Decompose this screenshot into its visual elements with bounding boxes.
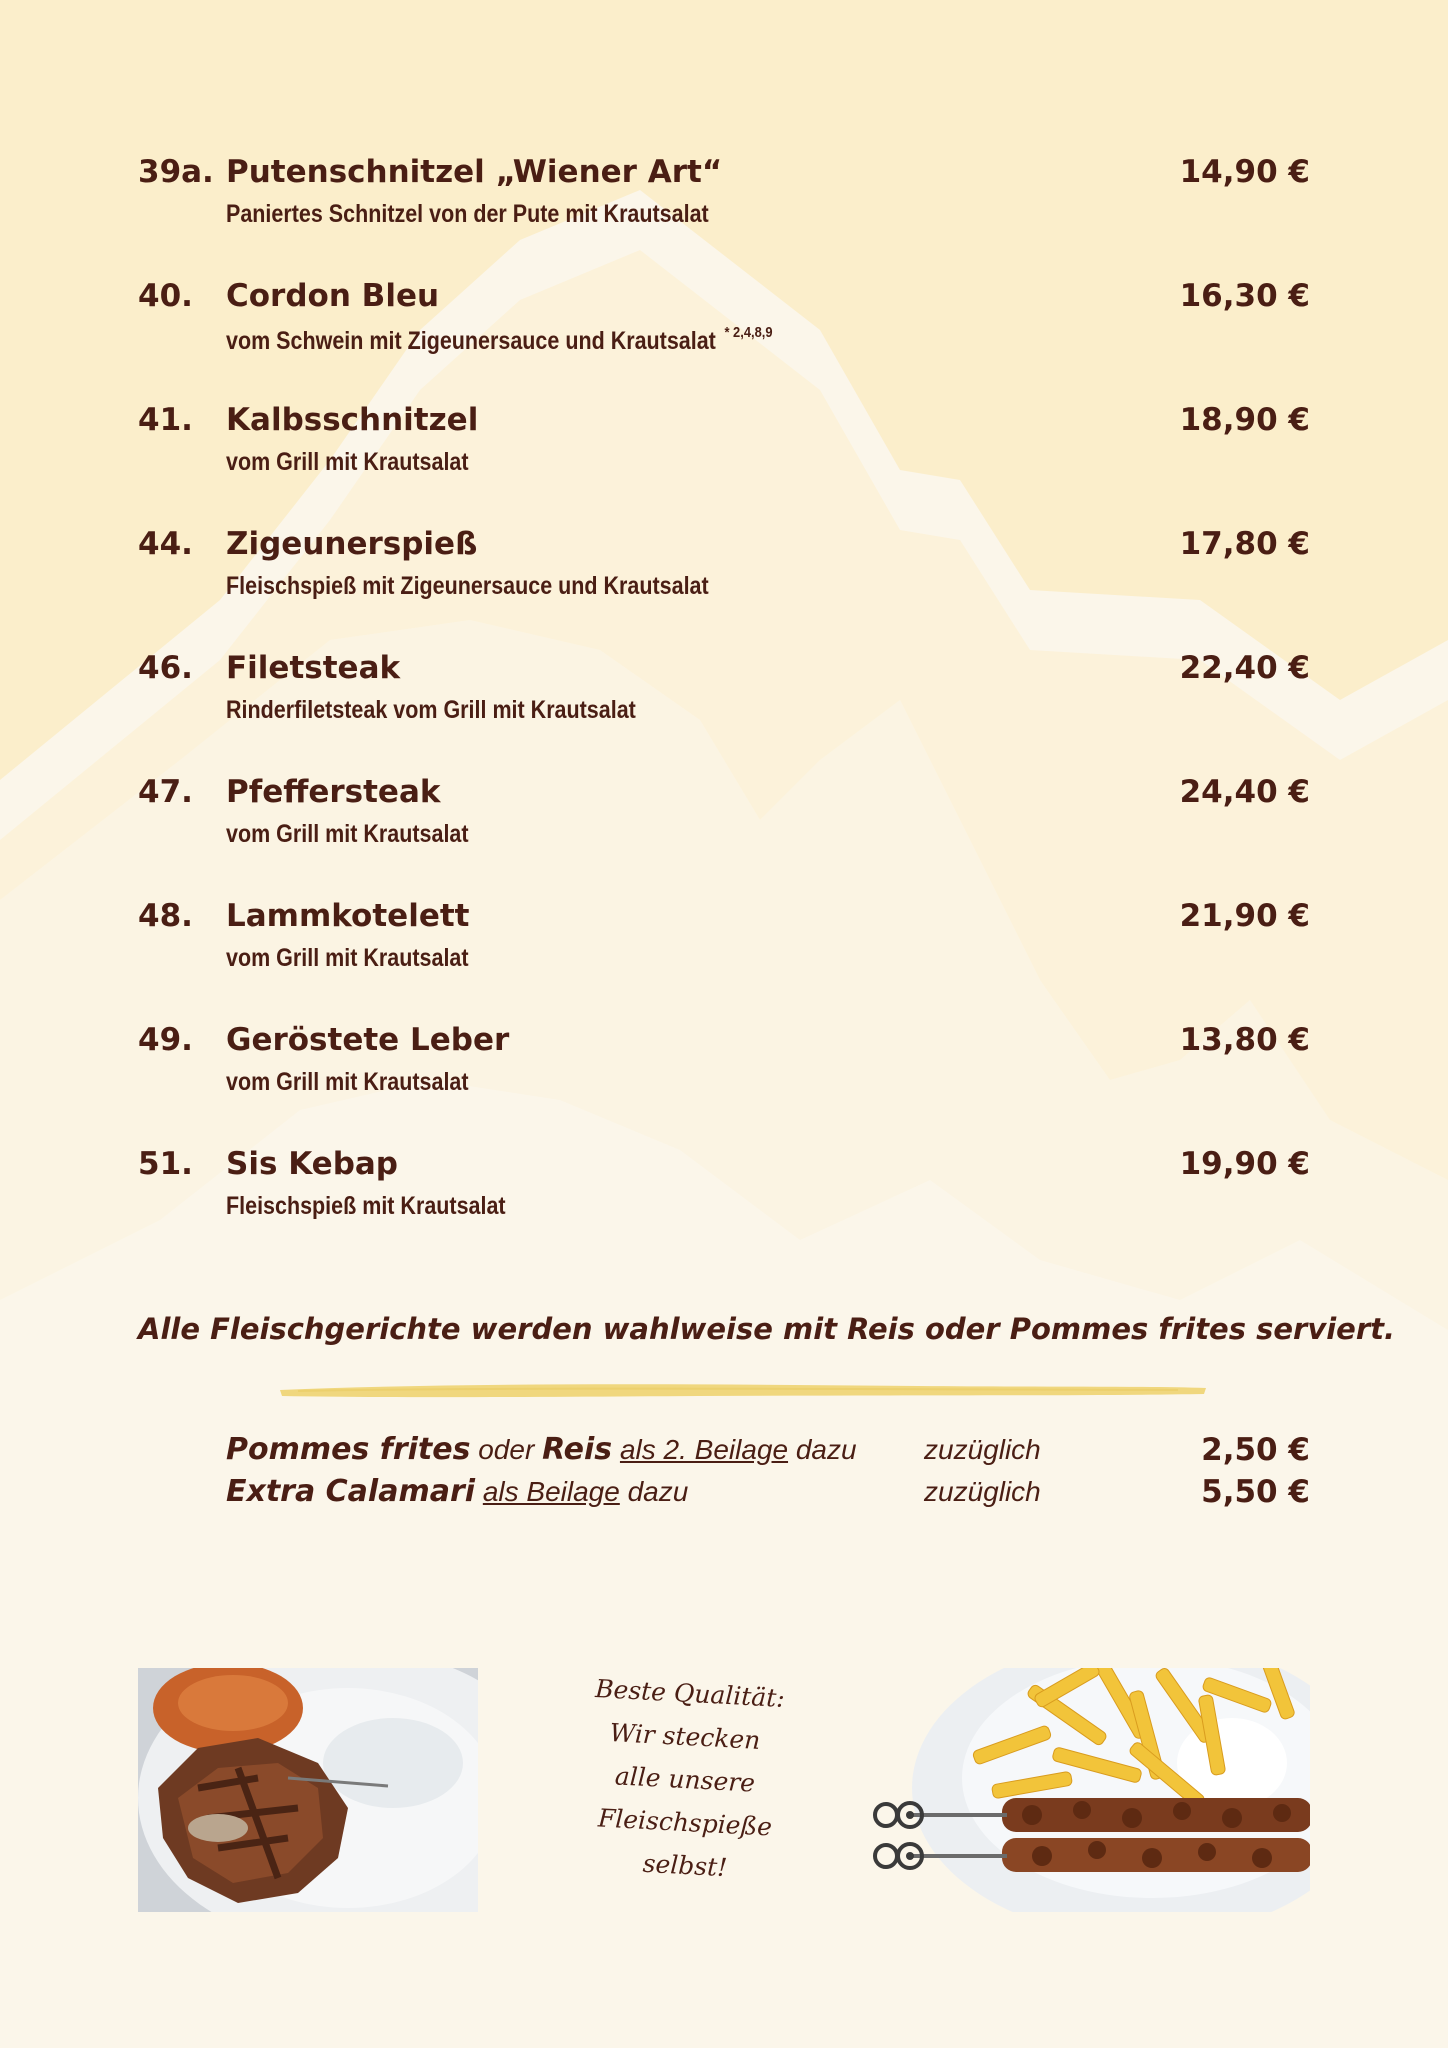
surcharge-label: zuzüglich	[924, 1434, 1041, 1465]
item-price: 19,90 €	[1179, 1146, 1310, 1182]
slogan-line: Wir stecken	[608, 1718, 762, 1755]
menu-item	[138, 402, 1310, 512]
item-price: 24,40 €	[1179, 774, 1310, 810]
slogan-line: Beste Qualität:	[594, 1674, 786, 1713]
item-number: 51.	[138, 1146, 193, 1182]
menu-item	[138, 774, 1310, 884]
slogan	[560, 1672, 810, 1887]
item-name: Geröstete Leber	[226, 1022, 510, 1058]
item-description: Rinderfiletsteak vom Grill mit Krautsalat	[226, 696, 636, 724]
extra-label: Pommes frites oder Reis als 2. Beilage dazu	[226, 1432, 857, 1467]
item-name: Zigeunerspieß	[226, 526, 478, 562]
food-photo-kebab-fries	[872, 1668, 1310, 1912]
item-name: Putenschnitzel „Wiener Art“	[226, 154, 723, 190]
item-price: 21,90 €	[1179, 898, 1310, 934]
item-price: 13,80 €	[1179, 1022, 1310, 1058]
menu-item	[138, 154, 1310, 264]
decorative-brush-stroke	[278, 1378, 1208, 1400]
item-name: Cordon Bleu	[226, 278, 440, 314]
menu-item	[138, 898, 1310, 1008]
item-description: Fleischspieß mit Krautsalat	[226, 1192, 506, 1220]
menu-item	[138, 1146, 1310, 1256]
item-name: Pfeffersteak	[226, 774, 441, 810]
item-price: 18,90 €	[1179, 402, 1310, 438]
item-name: Kalbsschnitzel	[226, 402, 479, 438]
item-description: vom Schwein mit Zigeunersauce und Krautsalat $^{* 2,4,8,9}$	[226, 324, 773, 355]
extra-price: 2,50 €	[1201, 1432, 1310, 1468]
item-number: 49.	[138, 1022, 193, 1058]
item-name: Filetsteak	[226, 650, 401, 686]
side-dish-note: Alle Fleischgerichte werden wahlweise mit Reis oder Pommes frites serviert.	[138, 1312, 1396, 1346]
menu-item	[138, 278, 1310, 388]
item-number: 46.	[138, 650, 193, 686]
item-number: 40.	[138, 278, 193, 314]
menu-item	[138, 650, 1310, 760]
extra-price: 5,50 €	[1201, 1474, 1310, 1510]
item-description: vom Grill mit Krautsalat	[226, 944, 469, 972]
extra-row	[226, 1474, 1310, 1518]
item-name: Lammkotelett	[226, 898, 470, 934]
surcharge-label: zuzüglich	[924, 1476, 1041, 1507]
item-description: vom Grill mit Krautsalat	[226, 820, 469, 848]
item-number: 48.	[138, 898, 193, 934]
item-description: vom Grill mit Krautsalat	[226, 448, 469, 476]
item-number: 44.	[138, 526, 193, 562]
item-number: 41.	[138, 402, 193, 438]
item-price: 16,30 €	[1179, 278, 1310, 314]
menu-item	[138, 526, 1310, 636]
menu-item	[138, 1022, 1310, 1132]
extra-label: Extra Calamari als Beilage dazu	[226, 1474, 689, 1509]
item-price: 14,90 €	[1179, 154, 1310, 190]
item-price: 17,80 €	[1179, 526, 1310, 562]
item-description: vom Grill mit Krautsalat	[226, 1068, 469, 1096]
item-name: Sis Kebap	[226, 1146, 398, 1182]
extra-row	[226, 1432, 1310, 1476]
slogan-line: alle unsere	[614, 1761, 756, 1798]
item-number: 47.	[138, 774, 193, 810]
item-description: Fleischspieß mit Zigeunersauce und Krautsalat	[226, 572, 709, 600]
additive-marks: * 2,4,8,9	[724, 324, 773, 341]
slogan-line: Fleischspieße	[597, 1803, 773, 1842]
food-photo-gyros	[138, 1668, 478, 1912]
item-number: 39a.	[138, 154, 214, 190]
slogan-line: selbst!	[642, 1848, 728, 1883]
item-description: Paniertes Schnitzel von der Pute mit Krautsalat	[226, 200, 709, 228]
item-price: 22,40 €	[1179, 650, 1310, 686]
